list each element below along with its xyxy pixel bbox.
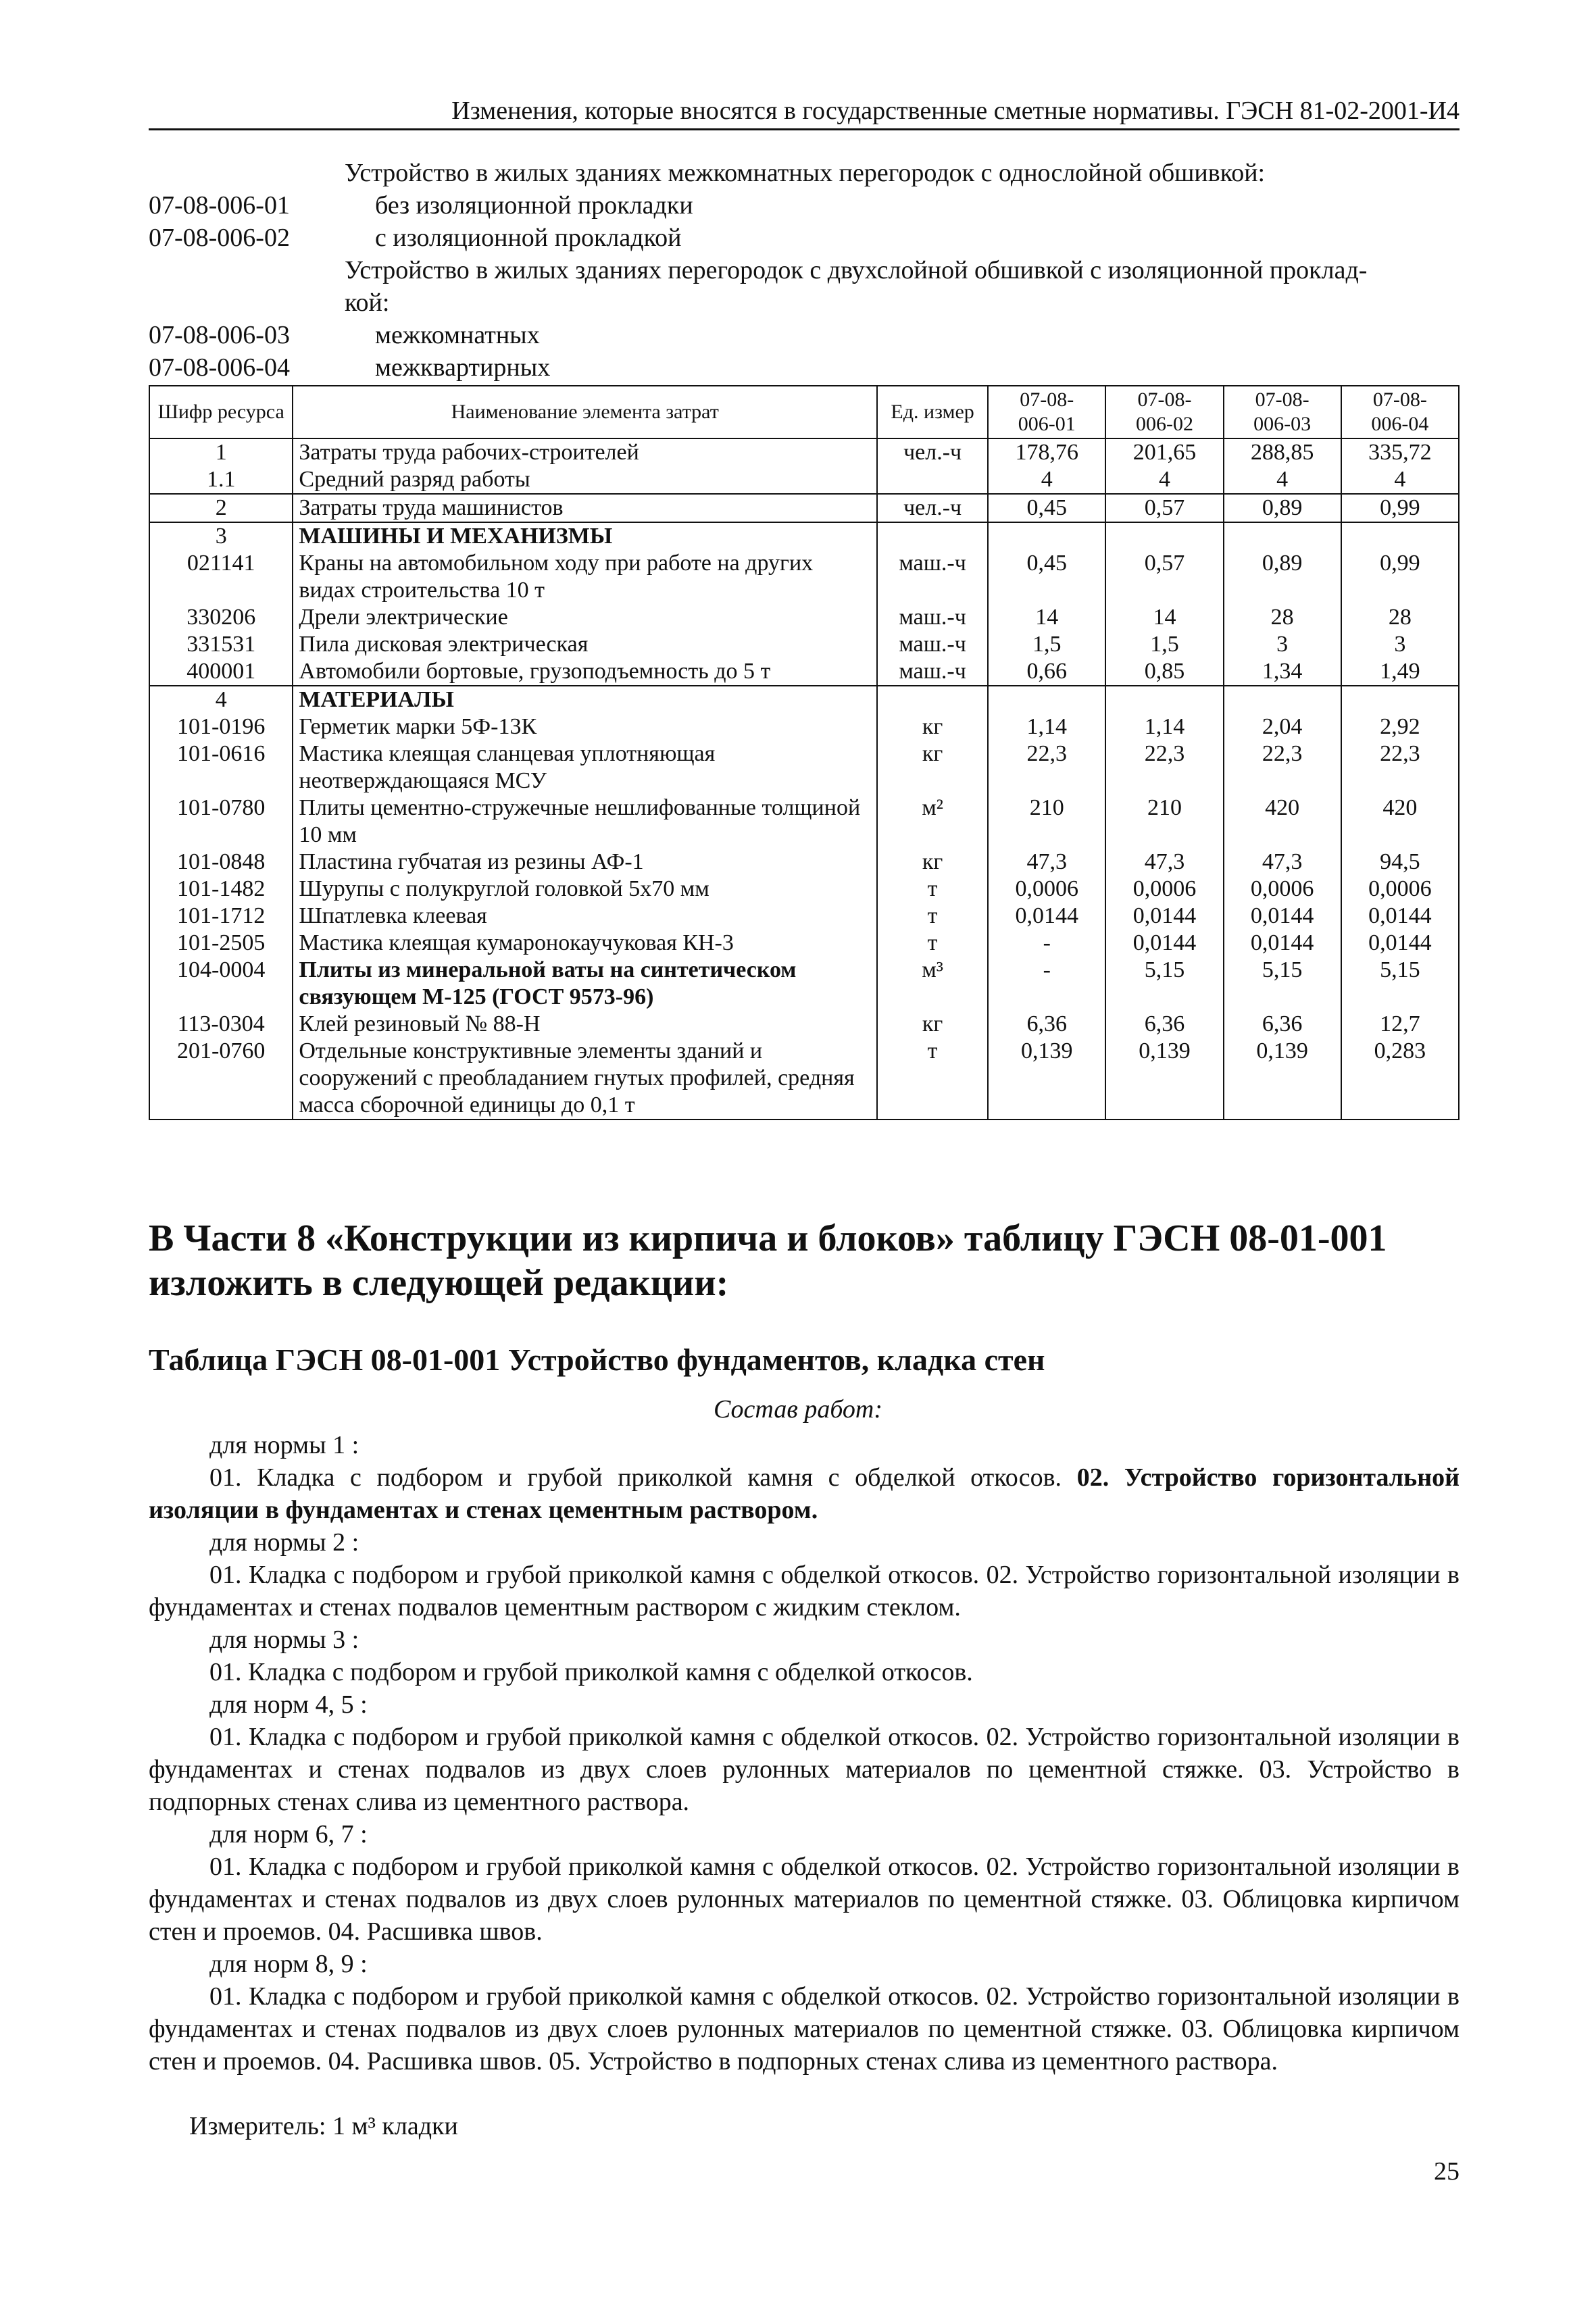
row-code: 201-0760 [149,1038,293,1120]
table-row [149,740,1459,795]
row-unit: т [877,876,988,903]
group-title: МАШИНЫ И МЕХАНИЗМЫ [293,522,877,550]
row-value-3: 0,89 [1224,550,1341,604]
table-header-row [149,386,1459,438]
row-value-2: 0,0144 [1105,930,1223,957]
table-row [149,631,1459,658]
row-value-1: 14 [988,604,1105,631]
row-name: Плиты из минеральной ваты на синтетическом связующем М-125 (ГОСТ 9573-96) [293,957,877,1011]
header-col-2: 07-08- 006-02 [1105,386,1223,438]
header-unit: Ед. измер [877,386,988,438]
row-value-2: 0,57 [1105,550,1223,604]
row-value-1: 1,14 [988,713,1105,740]
measure-unit: Измеритель: 1 м³ кладки [189,2112,458,2140]
table-row [149,466,1459,494]
row-value-3: 0,89 [1224,494,1341,522]
row-value-1: 6,36 [988,1011,1105,1038]
row-value-1: 178,76 [988,438,1105,466]
row-value-3: 420 [1224,795,1341,849]
row-value-1: 47,3 [988,849,1105,876]
row-value-3: 6,36 [1224,1011,1341,1038]
row-value-3: 28 [1224,604,1341,631]
row-code: 101-1482 [149,876,293,903]
section-title: В Части 8 «Конструкции из кирпича и блоков» таблицу ГЭСН 08-01-001 изложить в следующей редакции: [149,1217,1387,1304]
norm-label: для нормы 1 : [209,1431,359,1459]
row-name: Дрели электрические [293,604,877,631]
intro-code-2: 07-08-006-02 [149,224,290,252]
row-value-4: 94,5 [1341,849,1459,876]
resource-table [149,385,1460,1120]
norm-label: для норм 4, 5 : [209,1690,368,1719]
row-value-1: 0,45 [988,550,1105,604]
row-name: Пластина губчатая из резины АФ-1 [293,849,877,876]
intro-code-1: 07-08-006-01 [149,191,290,220]
row-value-2: 0,139 [1105,1038,1223,1120]
row-name: Плиты цементно-стружечные нешлифованные толщиной 10 мм [293,795,877,849]
row-code: 2 [149,494,293,522]
row-value-4: 0,283 [1341,1038,1459,1120]
intro-line-1: Устройство в жилых зданиях межкомнатных перегородок с однослойной обшивкой: [345,159,1266,187]
row-value-2: 1,14 [1105,713,1223,740]
row-value-4: 0,99 [1341,494,1459,522]
table-row [149,930,1459,957]
row-unit: кг [877,849,988,876]
row-value-3: 4 [1224,466,1341,494]
row-value-1: 0,0006 [988,876,1105,903]
composition-heading: Состав работ: [713,1395,883,1424]
row-name: Пила дисковая электрическая [293,631,877,658]
row-value-4 [1341,522,1459,550]
norm-label: для нормы 2 : [209,1528,359,1557]
table-row [149,604,1459,631]
group-title: МАТЕРИАЛЫ [293,686,877,713]
table-row [149,438,1459,466]
table-row [149,957,1459,1011]
row-unit [877,522,988,550]
row-value-4 [1341,686,1459,713]
intro-code-3: 07-08-006-03 [149,321,290,349]
table-row [149,795,1459,849]
row-value-1: - [988,957,1105,1011]
norm-text: 01. Кладка с подбором и грубой приколкой камня с обделкой откосов. 02. Устройство горизонтальной изоляции в фундаментах и стенах подвалов цементным раствором с жидким стеклом. [149,1561,1460,1621]
table-row [149,658,1459,686]
row-value-4: 3 [1341,631,1459,658]
row-name: Краны на автомобильном ходу при работе на других видах строительства 10 т [293,550,877,604]
table-row [149,1038,1459,1120]
row-value-3: 0,0144 [1224,930,1341,957]
row-code: 021141 [149,550,293,604]
row-unit: т [877,1038,988,1120]
row-name: Затраты труда машинистов [293,494,877,522]
norm-label: для норм 8, 9 : [209,1950,368,1978]
norm-label: для норм 6, 7 : [209,1820,368,1848]
norm-text: 01. Кладка с подбором и грубой приколкой камня с обделкой откосов. 02. Устройство горизонтальной изоляции в фундаментах и стенах подвалов из двух слоев рулонных материалов по цементной стяжке. 03. Облицовка кирпичом стен и проемов. 04. Расшивка швов. 05. Устройство в подпорных стенах слива из цементного раствора. [149,1982,1460,2076]
table-row [149,876,1459,903]
row-value-1: 1,5 [988,631,1105,658]
row-value-2: 0,0006 [1105,876,1223,903]
row-unit: т [877,930,988,957]
row-value-2: 4 [1105,466,1223,494]
row-value-1: - [988,930,1105,957]
intro-line-2a: Устройство в жилых зданиях перегородок с двухслойной обшивкой с изоляционной проклад- [345,256,1368,284]
table-row [149,494,1459,522]
row-unit: чел.-ч [877,494,988,522]
row-name: Мастика клеящая сланцевая уплотняющая неотверждающаяся МСУ [293,740,877,795]
row-unit: маш.-ч [877,604,988,631]
row-unit: кг [877,713,988,740]
row-value-4: 0,0006 [1341,876,1459,903]
row-value-1: 0,0144 [988,903,1105,930]
row-value-2: 22,3 [1105,740,1223,795]
row-name: Клей резиновый № 88-Н [293,1011,877,1038]
row-value-2: 5,15 [1105,957,1223,1011]
row-unit: кг [877,740,988,795]
header-name: Наименование элемента затрат [293,386,877,438]
intro-text-2: с изоляционной прокладкой [375,224,682,252]
row-value-1 [988,522,1105,550]
row-name: Затраты труда рабочих-строителей [293,438,877,466]
row-value-2: 14 [1105,604,1223,631]
row-code: 400001 [149,658,293,686]
header-col-3: 07-08- 006-03 [1224,386,1341,438]
row-value-2: 201,65 [1105,438,1223,466]
table-row [149,550,1459,604]
row-unit: чел.-ч [877,438,988,466]
row-code: 331531 [149,631,293,658]
row-code: 1.1 [149,466,293,494]
row-value-2: 0,85 [1105,658,1223,686]
row-code: 113-0304 [149,1011,293,1038]
table-row [149,903,1459,930]
row-code: 330206 [149,604,293,631]
intro-text-1: без изоляционной прокладки [375,191,693,220]
row-value-1: 210 [988,795,1105,849]
row-value-3: 0,0144 [1224,903,1341,930]
row-value-3: 5,15 [1224,957,1341,1011]
row-value-4: 28 [1341,604,1459,631]
row-value-4: 335,72 [1341,438,1459,466]
row-unit: м³ [877,957,988,1011]
row-value-3: 1,34 [1224,658,1341,686]
table-row [149,849,1459,876]
row-value-3: 0,139 [1224,1038,1341,1120]
row-code: 4 [149,686,293,713]
row-unit: м² [877,795,988,849]
row-value-1: 0,66 [988,658,1105,686]
row-value-3: 22,3 [1224,740,1341,795]
row-value-1: 0,139 [988,1038,1105,1120]
row-value-2: 47,3 [1105,849,1223,876]
row-value-4: 12,7 [1341,1011,1459,1038]
row-value-1 [988,686,1105,713]
intro-line-2b: кой: [345,288,390,317]
row-value-3: 3 [1224,631,1341,658]
table-row [149,713,1459,740]
row-name: Шурупы с полукруглой головкой 5х70 мм [293,876,877,903]
row-value-1: 22,3 [988,740,1105,795]
table-title: Таблица ГЭСН 08-01-001 Устройство фундаментов, кладка стен [149,1342,1045,1377]
row-value-3 [1224,522,1341,550]
header-code: Шифр ресурса [149,386,293,438]
row-code: 101-0780 [149,795,293,849]
row-value-3: 47,3 [1224,849,1341,876]
row-value-2: 1,5 [1105,631,1223,658]
row-code: 101-0848 [149,849,293,876]
row-value-3 [1224,686,1341,713]
header-col-1: 07-08- 006-01 [988,386,1105,438]
row-value-4: 22,3 [1341,740,1459,795]
row-unit [877,466,988,494]
header-col-4: 07-08- 006-04 [1341,386,1459,438]
row-unit [877,686,988,713]
row-unit: т [877,903,988,930]
row-name: Автомобили бортовые, грузоподъемность до 5 т [293,658,877,686]
intro-text-3: межкомнатных [375,321,540,349]
row-name: Герметик марки 5Ф-13К [293,713,877,740]
row-value-2: 6,36 [1105,1011,1223,1038]
row-code: 101-0616 [149,740,293,795]
row-unit: маш.-ч [877,658,988,686]
row-value-4: 1,49 [1341,658,1459,686]
row-name: Мастика клеящая кумаронокаучуковая КН-3 [293,930,877,957]
row-value-1: 4 [988,466,1105,494]
table-row [149,1011,1459,1038]
row-value-2 [1105,686,1223,713]
row-value-2: 0,0144 [1105,903,1223,930]
row-value-3: 2,04 [1224,713,1341,740]
row-name: Средний разряд работы [293,466,877,494]
row-name: Отдельные конструктивные элементы зданий и сооружений с преобладанием гнутых профилей, средняя масса сборочной единицы до 0,1 т [293,1038,877,1120]
norm-text: 01. Кладка с подбором и грубой приколкой камня с обделкой откосов. 02. Устройство горизонтальной изоляции в фундаментах и стенах цементным раствором. [149,1463,1460,1524]
row-value-2: 210 [1105,795,1223,849]
row-unit: маш.-ч [877,550,988,604]
row-value-2: 0,57 [1105,494,1223,522]
row-value-4: 5,15 [1341,957,1459,1011]
row-code: 104-0004 [149,957,293,1011]
norm-text: 01. Кладка с подбором и грубой приколкой камня с обделкой откосов. 02. Устройство горизонтальной изоляции в фундаментах и стенах подвалов из двух слоев рулонных материалов по цементной стяжке. 03. Облицовка кирпичом стен и проемов. 04. Расшивка швов. [149,1853,1460,1946]
row-value-3: 0,0006 [1224,876,1341,903]
row-code: 101-1712 [149,903,293,930]
row-value-3: 288,85 [1224,438,1341,466]
norm-text: 01. Кладка с подбором и грубой приколкой камня с обделкой откосов. 02. Устройство горизонтальной изоляции в фундаментах и стенах подвалов из двух слоев рулонных материалов по цементной стяжке. 03. Устройство в подпорных стенах слива из цементного раствора. [149,1723,1460,1816]
row-code: 1 [149,438,293,466]
row-code: 101-2505 [149,930,293,957]
row-value-4: 4 [1341,466,1459,494]
intro-text-4: межквартирных [375,353,551,382]
table-group-row [149,686,1459,713]
row-value-1: 0,45 [988,494,1105,522]
row-value-4: 420 [1341,795,1459,849]
norm-label: для нормы 3 : [209,1626,359,1654]
row-value-4: 0,99 [1341,550,1459,604]
row-code: 101-0196 [149,713,293,740]
intro-code-4: 07-08-006-04 [149,353,290,382]
row-value-4: 0,0144 [1341,930,1459,957]
row-code: 3 [149,522,293,550]
row-unit: маш.-ч [877,631,988,658]
row-value-4: 0,0144 [1341,903,1459,930]
row-value-2 [1105,522,1223,550]
running-header: Изменения, которые вносятся в государственные сметные нормативы. ГЭСН 81-02-2001-И4 [149,95,1460,130]
row-name: Шпатлевка клеевая [293,903,877,930]
norm-text: 01. Кладка с подбором и грубой приколкой камня с обделкой откосов. [209,1658,973,1686]
row-unit: кг [877,1011,988,1038]
row-value-4: 2,92 [1341,713,1459,740]
table-group-row [149,522,1459,550]
page-number: 25 [1434,2157,1460,2186]
